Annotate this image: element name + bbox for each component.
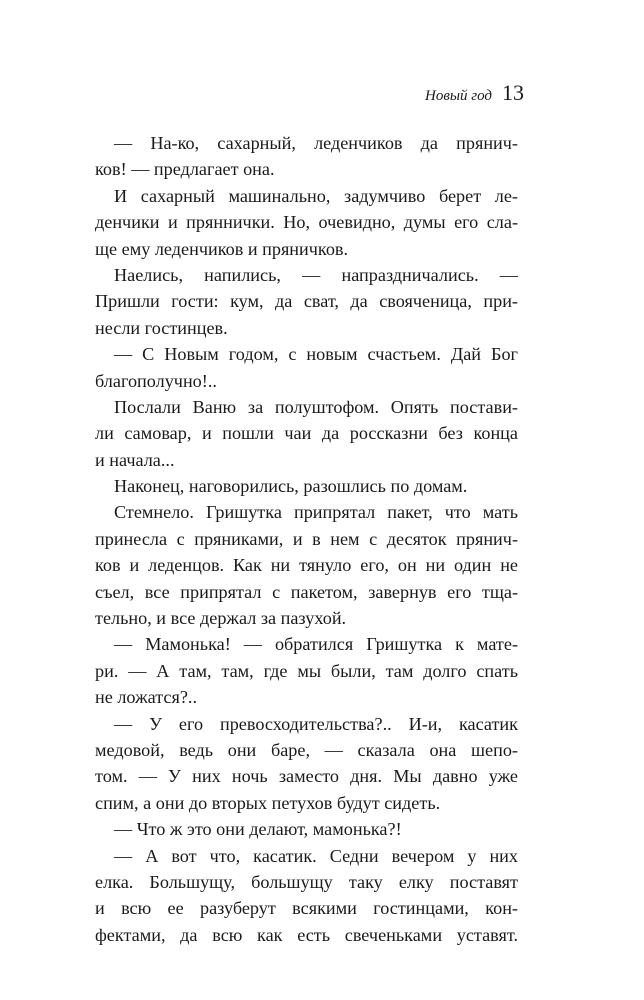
text-line: Послали Ваню за полуштофом. Опять постави- — [114, 396, 518, 417]
text-line: спим, а они до вторых петухов будут сидеть. — [95, 792, 441, 813]
text-line: съел, все припрятал с пакетом, завернув его тща- — [95, 581, 518, 602]
running-title: Новый год — [425, 88, 492, 104]
text-line: Наелись, напились, — напраздничались. — — [114, 264, 518, 285]
text-line: ри. — А там, там, где мы были, там долго спать — [95, 660, 518, 681]
running-header — [425, 80, 524, 106]
text-line: и всю ее разуберут всякими гостинцами, кон- — [95, 898, 518, 919]
text-line: тельно, и все держал за пазухой. — [95, 608, 347, 629]
body-text — [95, 130, 518, 948]
text-line: и начала... — [95, 449, 175, 470]
text-line: — У его превосходительства?.. И-и, касатик — [114, 713, 518, 734]
text-line: Наконец, наговорились, разошлись по домам. — [114, 476, 468, 497]
text-line: фектами, да всю как есть свеченьками уставят. — [95, 924, 518, 945]
text-line: — С Новым годом, с новым счастьем. Дай Бог — [114, 344, 518, 365]
text-line: медовой, ведь они баре, — сказала она шепо- — [95, 739, 518, 760]
text-line: ков и леденцов. Как ни тянуло его, он ни один не — [95, 555, 518, 576]
text-line: благополучно!.. — [95, 370, 217, 391]
text-line: Стемнело. Гришутка припрятал пакет, что мать — [114, 502, 518, 523]
text-line: ков! — предлагает она. — [95, 159, 275, 180]
text-line: не ложатся?.. — [95, 687, 198, 708]
text-line: елка. Большущу, большущу таку елку поставят — [95, 871, 518, 892]
text-line: том. — У них ночь заместо дня. Мы давно уже — [95, 766, 518, 787]
text-line: денчики и пряннички. Но, очевидно, думы его сла- — [95, 212, 518, 233]
text-line: ли самовар, и пошли чаи да россказни без конца — [95, 423, 518, 444]
text-line: Пришли гости: кум, да сват, да свояченица, при- — [95, 291, 518, 312]
text-line: И сахарный машинально, задумчиво берет ле- — [114, 185, 518, 206]
text-line: несли гостинцев. — [95, 317, 228, 338]
page-number: 13 — [502, 80, 524, 105]
text-line: ще ему леденчиков и пряничков. — [95, 238, 349, 259]
text-line: принесла с пряниками, и в нем с десяток прянич- — [95, 528, 518, 549]
text-line: — Мамонька! — обратился Гришутка к мате- — [114, 634, 518, 655]
text-line: — А вот что, касатик. Седни вечером у них — [114, 845, 518, 866]
text-line: — На-ко, сахарный, леденчиков да прянич- — [114, 133, 518, 153]
text-line: — Что ж это они делают, мамонька?! — [114, 819, 402, 840]
